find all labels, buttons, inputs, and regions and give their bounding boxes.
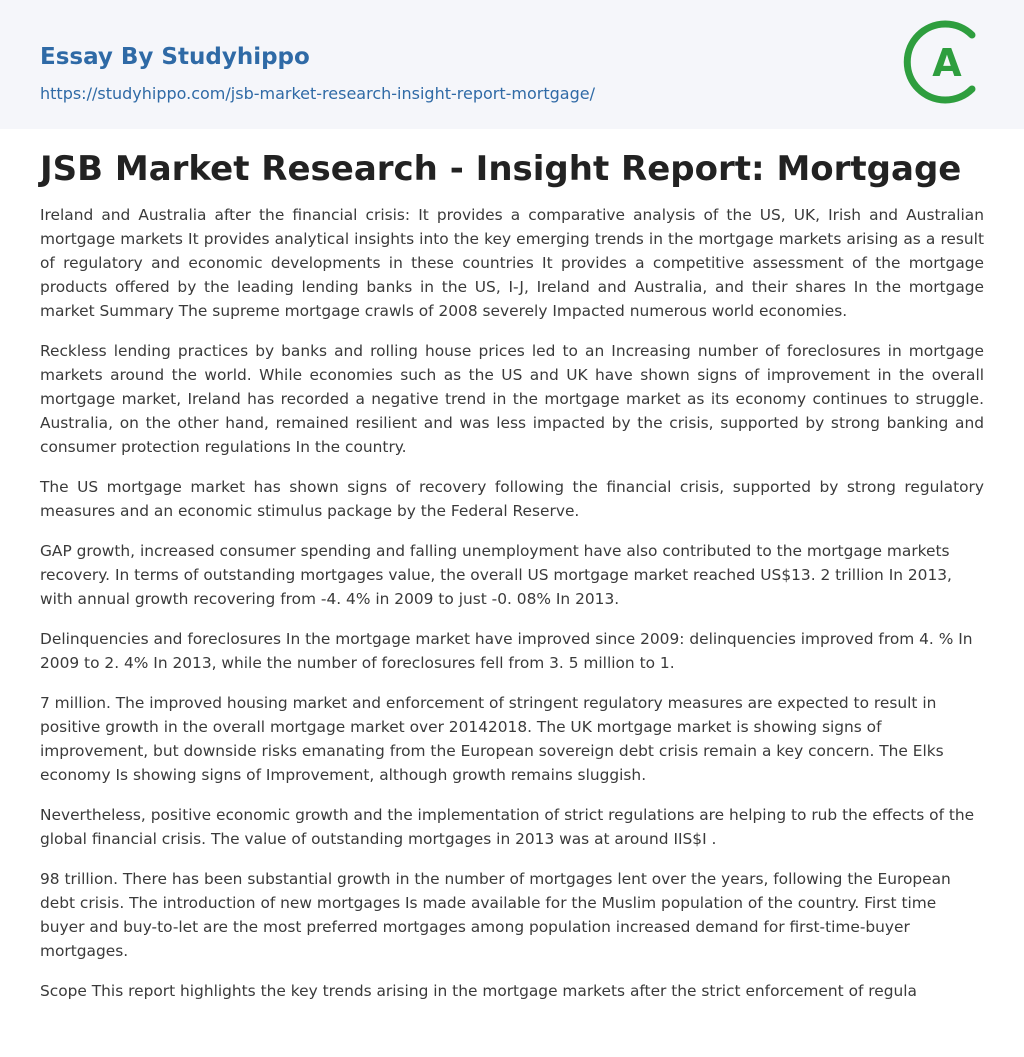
studyhippo-logo-icon[interactable] [900,19,986,105]
article-paragraph-1: Ireland and Australia after the financial crisis: It provides a comparative analysis of the US, UK, Irish and Australian mortgage markets It provides analytical insights into the key emerging trends in the mortgage markets arising as a result of regulatory and economic developments in these countries It provides a competitive assessment of the mortgage products offered by the leading lending banks in the US, I-J, Ireland and Australia, and their shares In the mortgage market Summary The supreme mortgage crawls of 2008 severely Impacted numerous world economies. [40,206,984,320]
site-brand[interactable]: Essay By Studyhippo [40,44,310,70]
article [0,149,1024,1003]
article-paragraph-2: Reckless lending practices by banks and rolling house prices led to an Increasing number of foreclosures in mortgage markets around the world. While economies such as the US and UK have shown signs of improvement in the overall mortgage market, Ireland has recorded a negative trend in the mortgage market as its economy continues to struggle. Australia, on the other hand, remained resilient and was less impacted by the crisis, supported by strong banking and consumer protection regulations In the country. [40,342,984,456]
article-paragraph-5: Delinquencies and foreclosures In the mortgage market have improved since 2009: delinquencies improved from 4. % In 2009 to 2. 4% In 2013, while the number of foreclosures fell from 3. 5 million to 1. [40,630,973,672]
article-paragraph-7: Nevertheless, positive economic growth and the implementation of strict regulations are helping to rub the effects of the global financial crisis. The value of outstanding mortgages in 2013 was at around IIS$I . [40,806,975,848]
article-paragraph-3: The US mortgage market has shown signs of recovery following the financial crisis, supported by strong regulatory measures and an economic stimulus package by the Federal Reserve. [40,478,984,520]
site-header [0,0,1024,129]
logo-letter: A [932,41,962,85]
article-paragraph-6: 7 million. The improved housing market and enforcement of stringent regulatory measures are expected to result in positive growth in the overall mortgage market over 20142018. The UK mortgage market is showing signs of improvement, but downside risks emanating from the European sovereign debt crisis remain a key concern. The Elks economy Is showing signs of Improvement, although growth remains sluggish. [40,694,944,784]
article-paragraph-4: GAP growth, increased consumer spending and falling unemployment have also contributed to the mortgage markets recovery. In terms of outstanding mortgages value, the overall US mortgage market reached US$13. 2 trillion In 2013, with annual growth recovering from -4. 4% in 2009 to just -0. 08% In 2013. [40,542,952,608]
article-title: JSB Market Research - Insight Report: Mortgage [40,149,962,189]
page-url-link[interactable]: https://studyhippo.com/jsb-market-research-insight-report-mortgage/ [40,84,595,103]
article-paragraph-8: 98 trillion. There has been substantial growth in the number of mortgages lent over the years, following the European debt crisis. The introduction of new mortgages Is made available for the Muslim population of the country. First time buyer and buy-to-let are the most preferred mortgages among population increased demand for first-time-buyer mortgages. [40,870,951,960]
article-paragraph-9: Scope This report highlights the key trends arising in the mortgage markets after the strict enforcement of regula [40,982,917,1000]
